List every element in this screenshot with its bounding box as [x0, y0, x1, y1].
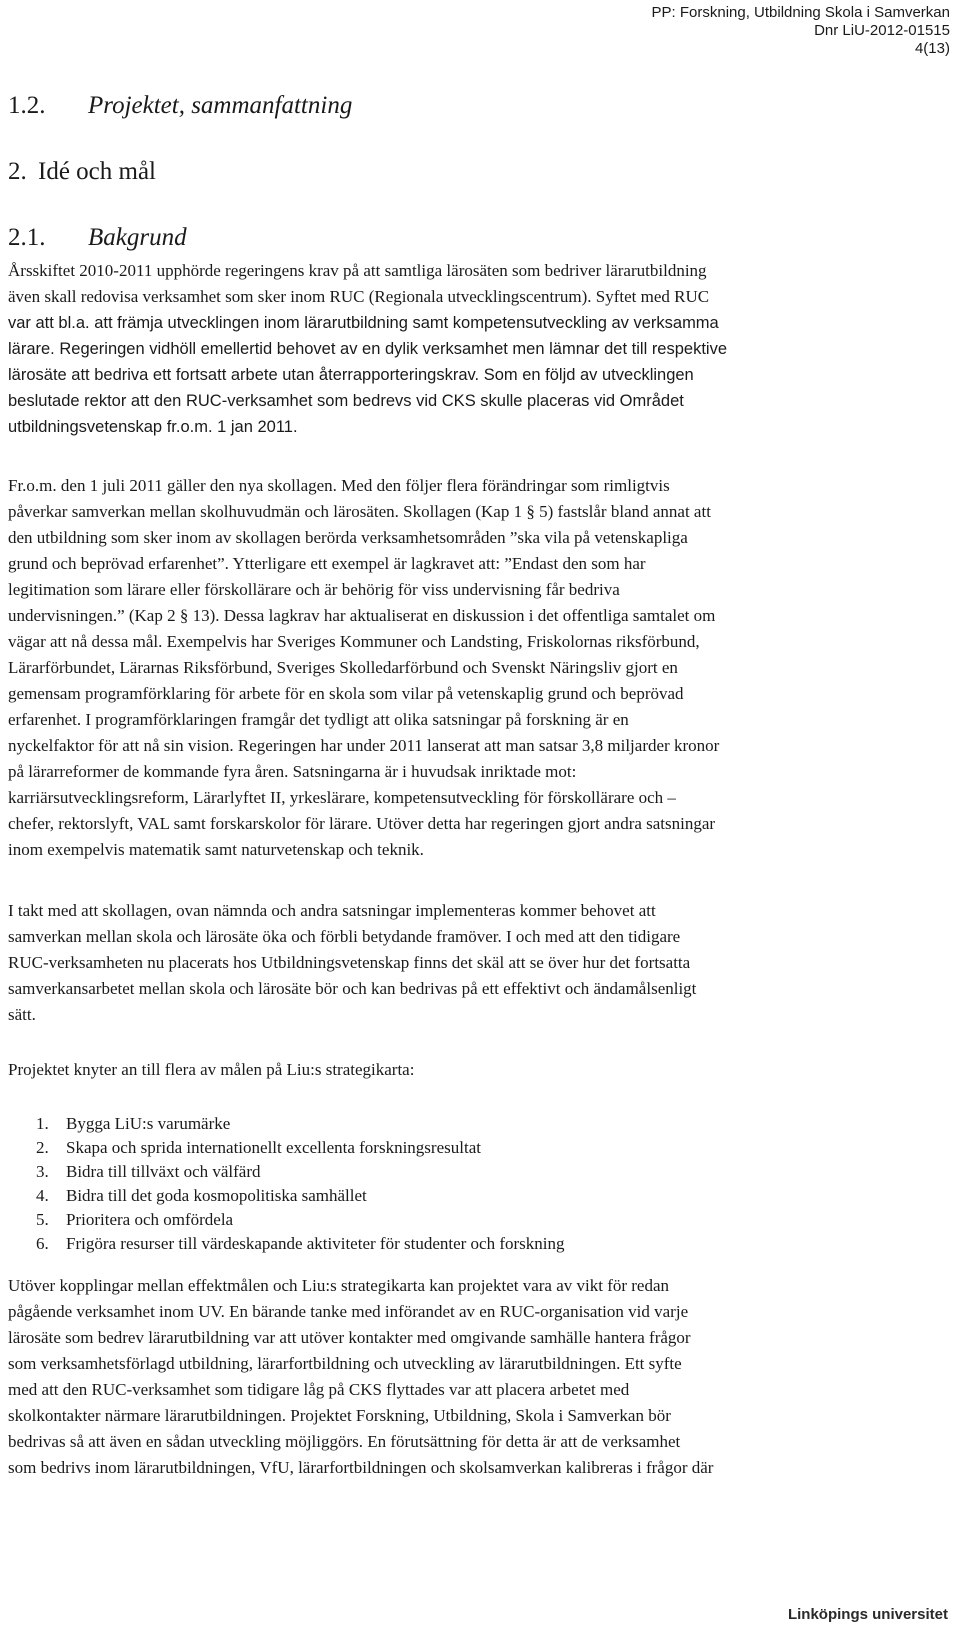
- heading-number: 2.: [8, 158, 27, 185]
- list-text: Frigöra resurser till värdeskapande aktiviteter för studenter och forskning: [66, 1234, 565, 1253]
- text-line: som bedrivs inom lärarutbildningen, VfU, lärarfortbildningen och skolsamverkan kalibreras i frågor där: [8, 1458, 714, 1477]
- paragraph-kopplingar: [8, 1273, 954, 1481]
- text-line: samverkansarbetet mellan skola och lärosäte bör och kan bedrivas på ett effektivt och ändamålsenligt: [8, 979, 697, 998]
- text-line: bedrivas så att även en sådan utveckling möjliggörs. En förutsättning för detta är att de verksamhet: [8, 1432, 681, 1451]
- list-item: [36, 1232, 565, 1256]
- paragraph-skollagen: [8, 473, 954, 863]
- text-line: karriärsutvecklingsreform, Lärarlyftet II, yrkeslärare, kompetensutveckling för förskollärare och –: [8, 788, 676, 807]
- list-number: 6.: [36, 1234, 49, 1253]
- text-line: chefer, rektorslyft, VAL samt forskarskolor för lärare. Utöver detta har regeringen gjort andra satsningar: [8, 814, 716, 833]
- text-line: sätt.: [8, 1005, 36, 1024]
- text-line: Projektet knyter an till flera av målen på Liu:s strategikarta:: [8, 1060, 415, 1079]
- list-text: Bidra till tillväxt och välfärd: [66, 1162, 261, 1181]
- text-line: Årsskiftet 2010-2011 upphörde regeringens krav på att samtliga lärosäten som bedriver lärarutbildning: [8, 261, 707, 280]
- text-line: vägar att nå dessa mål. Exempelvis har Sveriges Kommuner och Landsting, Friskolornas riksförbund,: [8, 632, 700, 651]
- text-line: pågående verksamhet inom UV. En bärande tanke med införandet av en RUC-organisation vid varje: [8, 1302, 689, 1321]
- list-text: Bygga LiU:s varumärke: [66, 1114, 231, 1133]
- text-line: den utbildning som sker inom av skollagen berörda verksamhetsområden ”ska vila på vetenskapliga: [8, 528, 688, 547]
- text-line: på lärarreformer de kommande fyra åren. Satsningarna är i huvudsak inriktade mot:: [8, 762, 577, 781]
- list-text: Prioritera och omfördela: [66, 1210, 234, 1229]
- text-line: lärosäte att bedriva ett fortsatt arbete utan återrapporteringskrav. Som en följd av utvecklingen: [8, 366, 694, 384]
- list-item: [36, 1160, 565, 1184]
- text-line: lärare. Regeringen vidhöll emellertid behovet av en dylik verksamhet men lämnar det till respektive: [8, 340, 728, 358]
- paragraph-bakgrund: [8, 258, 954, 440]
- list-text: Skapa och sprida internationellt excellenta forskningsresultat: [66, 1138, 481, 1157]
- text-line: med att den RUC-verksamhet som tidigare låg på CKS flyttades var att placera arbetet med: [8, 1380, 630, 1399]
- page-header: [652, 4, 950, 58]
- text-line: erfarenhet. I programförklaringen framgår det tydligt att olika satsningar på forskning är en: [8, 710, 629, 729]
- text-line: Lärarförbundet, Lärarnas Riksförbund, Sveriges Skolledarförbund och Svenskt Näringsliv gjort en: [8, 658, 678, 677]
- text-line: skolkontakter närmare lärarutbildningen. Projektet Forskning, Utbildning, Skola i Samverkan bör: [8, 1406, 671, 1425]
- paragraph-samverkan: [8, 898, 954, 1028]
- text-line: inom exempelvis matematik samt naturvetenskap och teknik.: [8, 840, 424, 859]
- paragraph-strategikarta-intro: [8, 1057, 954, 1083]
- heading-2-1: [8, 224, 187, 252]
- list-number: 5.: [36, 1210, 49, 1229]
- text-line: beslutade rektor att den RUC-verksamhet som bedrevs vid CKS skulle placeras vid Området: [8, 392, 684, 410]
- text-line: undervisningen.” (Kap 2 § 13). Dessa lagkrav har aktualiserat en diskussion i det offentliga samtalet om: [8, 606, 716, 625]
- list-item: [36, 1184, 565, 1208]
- list-number: 4.: [36, 1186, 49, 1205]
- header-project: PP: Forskning, Utbildning Skola i Samverkan: [651, 4, 950, 21]
- text-line: som verksamhetsförlagd utbildning, lärarfortbildning och utveckling av lärarutbildningen. Ett syfte: [8, 1354, 682, 1373]
- heading-text: Projektet, sammanfattning: [88, 92, 353, 119]
- heading-text: Idé och mål: [38, 158, 157, 185]
- university-logo: Linköpings universitet: [787, 1606, 948, 1623]
- text-line: utbildningsvetenskap fr.o.m. 1 jan 2011.: [8, 418, 298, 436]
- list-item: [36, 1136, 565, 1160]
- text-line: grund och beprövad erfarenhet”. Ytterligare ett exempel är lagkravet att: ”Endast den som har: [8, 554, 646, 573]
- heading-text: Bakgrund: [88, 224, 187, 251]
- text-line: lärosäte som bedrev lärarutbildning var att utöver kontakter med omgivande samhälle hantera frågor: [8, 1328, 691, 1347]
- text-line: Utöver kopplingar mellan effektmålen och Liu:s strategikarta kan projektet vara av vikt för redan: [8, 1276, 670, 1295]
- list-item: [36, 1112, 565, 1136]
- text-line: även skall redovisa verksamhet som sker inom RUC (Regionala utvecklingscentrum). Syftet med RUC: [8, 287, 710, 306]
- list-number: 2.: [36, 1138, 49, 1157]
- heading-number: 1.2.: [8, 92, 46, 119]
- text-line: var att bl.a. att främja utvecklingen inom lärarutbildning samt kompetensutveckling av verksamma: [8, 314, 719, 332]
- text-line: samverkan mellan skola och lärosäte öka och förbli betydande framöver. I och med att den tidigare: [8, 927, 681, 946]
- text-line: I takt med att skollagen, ovan nämnda och andra satsningar implementeras kommer behovet att: [8, 901, 656, 920]
- list-item: [36, 1208, 565, 1232]
- list-text: Bidra till det goda kosmopolitiska samhället: [66, 1186, 367, 1205]
- heading-2: [8, 158, 156, 186]
- header-dnr: Dnr LiU-2012-01515: [814, 22, 950, 39]
- text-line: påverkar samverkan mellan skolhuvudmän och lärosäten. Skollagen (Kap 1 § 5) fastslår bland annat att: [8, 502, 711, 521]
- list-number: 1.: [36, 1114, 49, 1133]
- list-number: 3.: [36, 1162, 49, 1181]
- strategy-goals-list: [36, 1112, 565, 1256]
- text-line: legitimation som lärare eller förskollärare och är behörig för viss undervisning får bedriva: [8, 580, 620, 599]
- text-line: nyckelfaktor för att nå sin vision. Regeringen har under 2011 lanserat att man satsar 3,8 miljarder kronor: [8, 736, 720, 755]
- header-page-number: 4(13): [914, 40, 950, 57]
- text-line: RUC-verksamheten nu placerats hos Utbildningsvetenskap finns det skäl att se över hur det fortsatta: [8, 953, 691, 972]
- heading-number: 2.1.: [8, 224, 46, 251]
- text-line: gemensam programförklaring för arbete för en skola som vilar på vetenskaplig grund och beprövad: [8, 684, 684, 703]
- text-line: Fr.o.m. den 1 juli 2011 gäller den nya skollagen. Med den följer flera förändringar som rimligtvis: [8, 476, 670, 495]
- heading-1-2: [8, 92, 352, 120]
